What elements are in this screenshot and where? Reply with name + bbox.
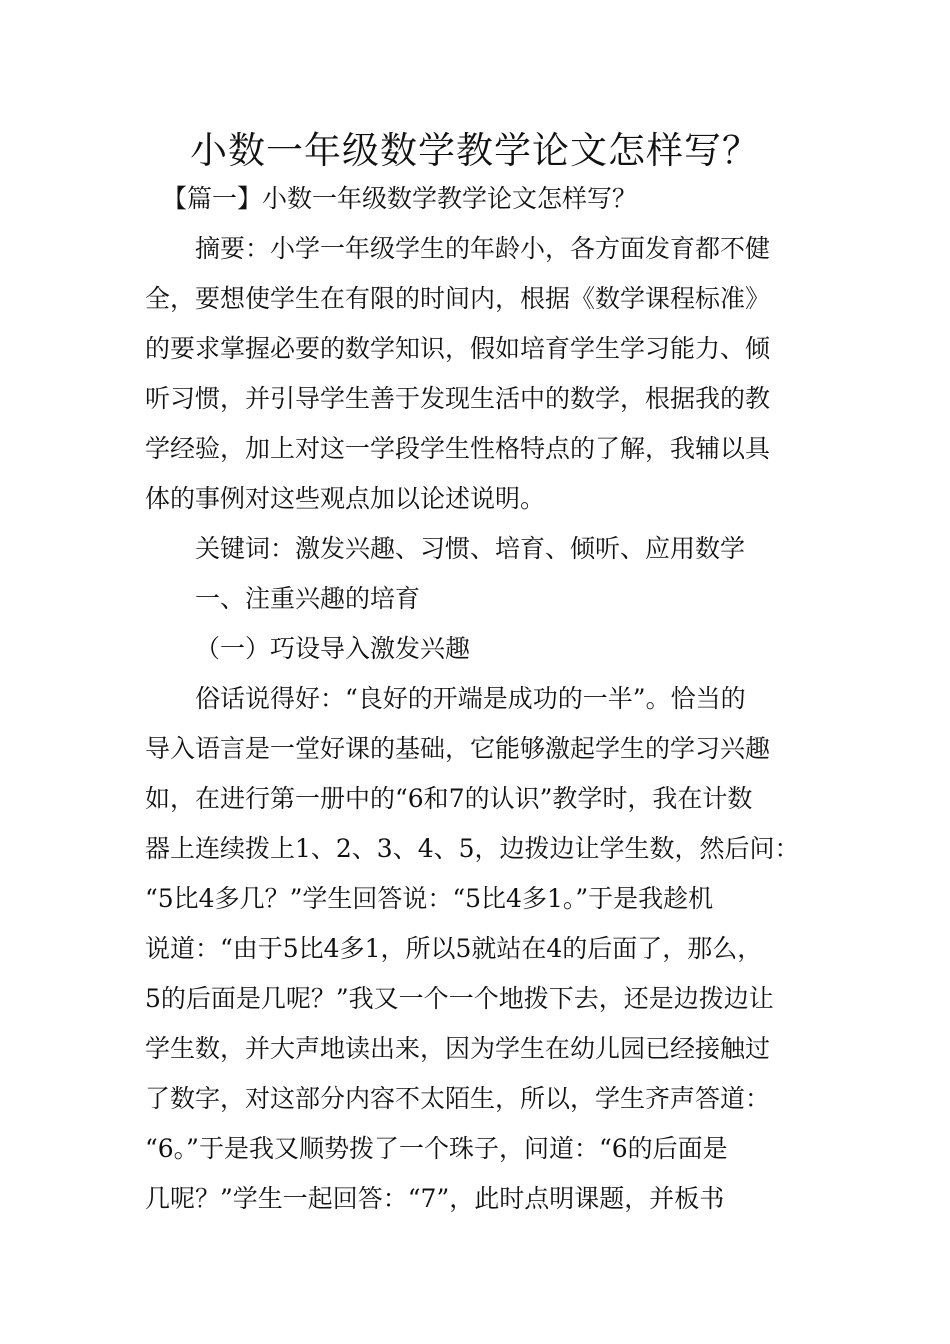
section-heading: 【篇一】小数一年级数学教学论文怎样写？ <box>162 184 638 213</box>
body-line: 器上连续拨上1、2、3、4、5，边拨边让学生数，然后问： <box>145 834 800 863</box>
abstract-line: 全，要想使学生在有限的时间内，根据《数学课程标准》 <box>145 284 771 313</box>
body-line: “6。”于是我又顺势拨了一个珠子，问道：“6的后面是 <box>145 1134 728 1163</box>
body-line: “5比4多几？”学生回答说：“5比4多1。”于是我趁机 <box>145 884 714 913</box>
body-line: 几呢？”学生一起回答：“7”，此时点明课题，并板书 <box>145 1184 725 1213</box>
body-line: 俗话说得好：“良好的开端是成功的一半”。恰当的 <box>195 684 746 713</box>
heading-level-2: （一）巧设导入激发兴趣 <box>195 634 471 663</box>
heading-level-1: 一、注重兴趣的培育 <box>195 584 421 613</box>
keywords-line: 关键词：激发兴趣、习惯、培育、倾听、应用数学 <box>195 534 746 563</box>
body-line: 如，在进行第一册中的“6和7的认识”教学时，我在计数 <box>145 784 753 813</box>
abstract-line: 的要求掌握必要的数学知识，假如培育学生学习能力、倾 <box>145 334 771 363</box>
abstract-line: 摘要：小学一年级学生的年龄小，各方面发育都不健 <box>195 234 771 263</box>
body-line: 说道：“由于5比4多1，所以5就站在4的后面了，那么， <box>145 934 763 963</box>
document-title: 小数一年级数学教学论文怎样写？ <box>190 129 760 172</box>
body-line: 学生数，并大声地读出来，因为学生在幼儿园已经接触过 <box>145 1034 771 1063</box>
abstract-line: 学经验，加上对这一学段学生性格特点的了解，我辅以具 <box>145 434 771 463</box>
body-line: 了数字，对这部分内容不太陌生，所以，学生齐声答道： <box>145 1084 771 1113</box>
abstract-line: 体的事例对这些观点加以论述说明。 <box>145 484 546 513</box>
body-line: 5的后面是几呢？”我又一个一个地拨下去，还是边拨边让 <box>145 984 774 1013</box>
abstract-line: 听习惯，并引导学生善于发现生活中的数学，根据我的教 <box>145 384 771 413</box>
body-line: 导入语言是一堂好课的基础，它能够激起学生的学习兴趣 <box>145 734 771 763</box>
